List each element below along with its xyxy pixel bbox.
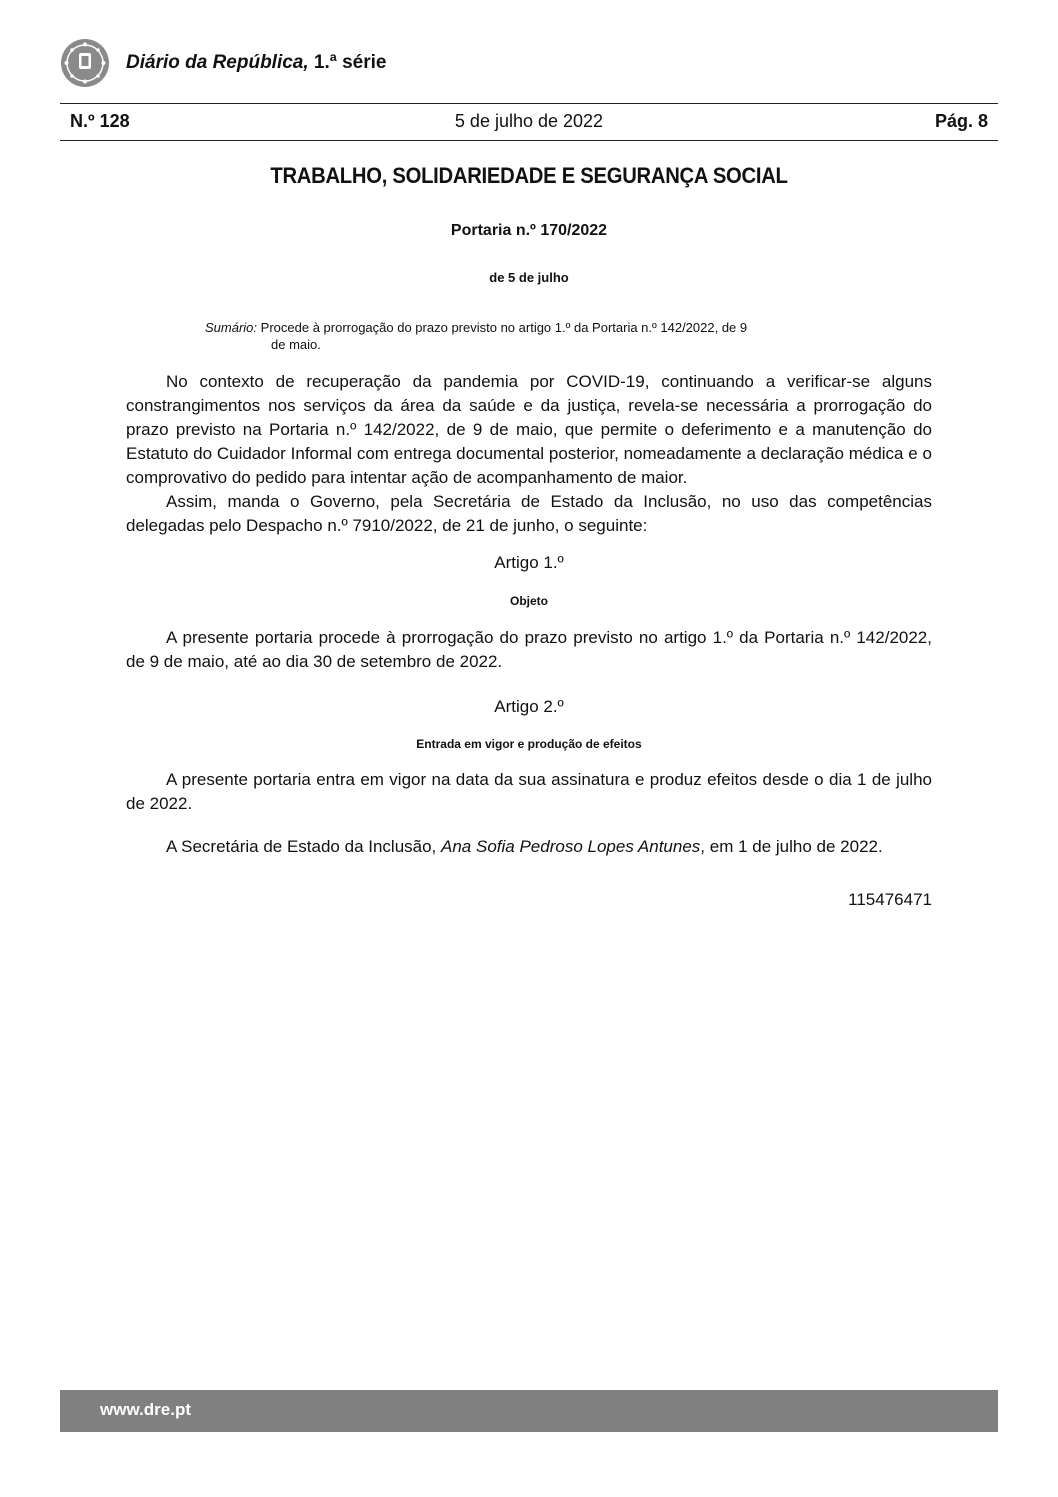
preamble bbox=[126, 370, 932, 538]
preamble-paragraph-2: Assim, manda o Governo, pela Secretária de Estado da Inclusão, no uso das competências delegadas pelo Despacho n.º 7910/2022, de 21 de junho, o seguinte: bbox=[126, 492, 932, 535]
page-number: Pág. 8 bbox=[934, 111, 988, 131]
footer-url-link[interactable]: www.dre.pt bbox=[100, 1400, 191, 1419]
signature-block bbox=[126, 835, 932, 859]
footer-bar bbox=[60, 1390, 998, 1432]
article2-body bbox=[126, 768, 932, 816]
republic-seal-icon bbox=[60, 38, 110, 88]
article1-heading: Artigo 1.º bbox=[494, 553, 564, 572]
article1-body bbox=[126, 626, 932, 674]
summary bbox=[205, 319, 860, 353]
summary-text-line2: de maio. bbox=[271, 337, 321, 352]
issue-date-line: de 5 de julho bbox=[489, 270, 569, 285]
signature-text bbox=[126, 835, 932, 859]
publication-series: 1.ª série bbox=[308, 52, 387, 73]
signature-prefix: A Secretária de Estado da Inclusão, bbox=[166, 837, 442, 856]
summary-text-line1: Procede à prorrogação do prazo previsto no artigo 1.º da Portaria n.º 142/2022, de 9 bbox=[260, 320, 748, 335]
article1-text: A presente portaria procede à prorrogação do prazo previsto no artigo 1.º da Portaria n.º 142/2022, de 9 de maio, até ao dia 30 de setembro de 2022. bbox=[126, 628, 932, 671]
article2-subject: Entrada em vigor e produção de efeitos bbox=[416, 737, 642, 751]
preamble-paragraph-1: No contexto de recuperação da pandemia por COVID-19, continuando a verificar-se alguns constrangimentos nos serviços da área da saúde e da justiça, revela-se necessária a prorrogação do prazo previsto na Portaria n.º 142/2022, de 9 de maio, que permite o deferimento e a manutenção do Estatuto do Cuidador Informal com entrega documental posterior, nomeadamente a declaração médica e o comprovativo do pedido para intentar ação de acompanhamento de maior. bbox=[126, 372, 932, 487]
document-title: Portaria n.º 170/2022 bbox=[450, 222, 608, 239]
article2-text: A presente portaria entra em vigor na data da sua assinatura e produz efeitos desde o dia 1 de julho de 2022. bbox=[126, 770, 932, 813]
article2-heading: Artigo 2.º bbox=[494, 697, 564, 716]
ministry-heading: TRABALHO, SOLIDARIEDADE E SEGURANÇA SOCIAL bbox=[270, 163, 788, 188]
summary-label: Sumário: bbox=[205, 320, 258, 335]
issue-number: N.º 128 bbox=[70, 111, 130, 131]
signatory-name: Ana Sofia Pedroso Lopes Antunes bbox=[441, 837, 701, 856]
signature-suffix: , em 1 de julho de 2022. bbox=[700, 837, 883, 856]
document-reference: 115476471 bbox=[848, 890, 932, 909]
article1-subject: Objeto bbox=[510, 594, 548, 608]
publication-title bbox=[126, 52, 386, 74]
issue-date: 5 de julho de 2022 bbox=[454, 111, 604, 131]
masthead bbox=[60, 38, 386, 88]
publication-name: Diário da República, bbox=[126, 52, 309, 73]
issue-meta-bar bbox=[60, 103, 998, 141]
